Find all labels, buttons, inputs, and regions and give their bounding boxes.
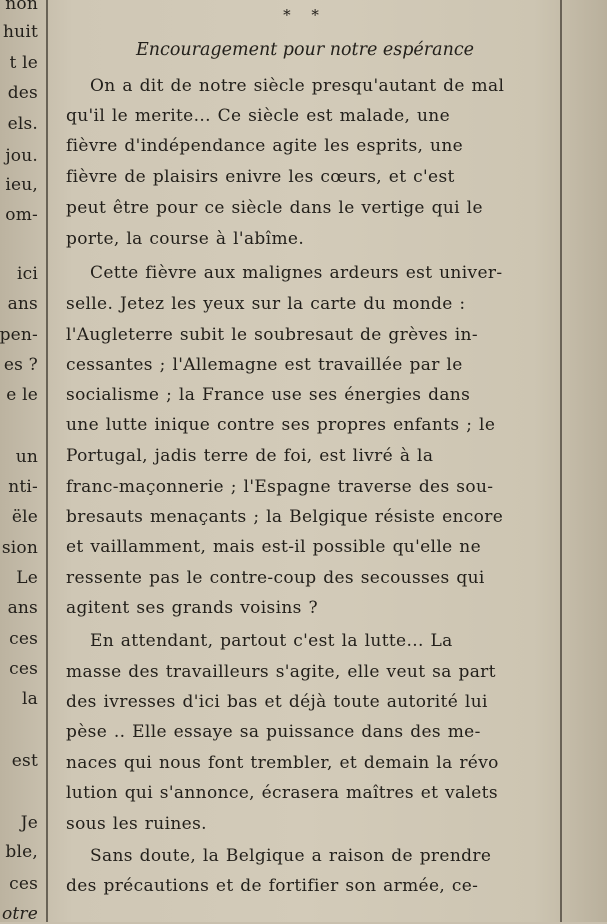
left-fragment: huit xyxy=(3,22,38,42)
text-line: Sans doute, la Belgique a raison de prendre xyxy=(90,846,492,866)
left-fragment: non xyxy=(5,0,38,14)
text-line: qu'il le merite... Ce siècle est malade, une xyxy=(66,106,451,126)
text-line: masse des travailleurs s'agite, elle veut sa part xyxy=(66,662,496,682)
left-fragment: Je xyxy=(20,813,38,833)
left-fragment: ces xyxy=(9,629,38,649)
text-line: lution qui s'annonce, écrasera maîtres et valets xyxy=(66,783,498,803)
left-fragment: t le xyxy=(9,53,38,73)
left-fragment: otre xyxy=(1,904,38,924)
column-rule-right xyxy=(560,0,562,922)
left-fragment: ble, xyxy=(5,842,38,862)
text-line: fièvre d'indépendance agite les esprits, une xyxy=(66,136,464,156)
column-rule-left xyxy=(46,0,48,922)
text-line: selle. Jetez les yeux sur la carte du monde : xyxy=(66,294,466,314)
text-line: cessantes ; l'Allemagne est travaillée par le xyxy=(66,355,463,375)
text-line: l'Augleterre subit le soubresaut de grèves in- xyxy=(66,325,478,345)
left-fragment: Le xyxy=(16,568,38,588)
text-line: Cette fièvre aux malignes ardeurs est univer- xyxy=(90,263,503,283)
section-ornament: * * xyxy=(283,6,327,24)
article-headline: Encouragement pour notre espérance xyxy=(135,40,474,60)
left-fragment: la xyxy=(22,689,38,709)
left-fragment: es ? xyxy=(3,355,38,375)
left-fragment: ici xyxy=(17,264,38,284)
text-line: des ivresses d'ici bas et déjà toute autorité lui xyxy=(66,692,488,712)
left-fragment: des xyxy=(7,83,38,103)
text-line: On a dit de notre siècle presqu'autant de mal xyxy=(90,76,505,96)
left-fragment: sion xyxy=(1,538,38,558)
text-line: une lutte inique contre ses propres enfants ; le xyxy=(66,415,496,435)
text-line: ressente pas le contre-coup des secousses qui xyxy=(66,568,485,588)
left-fragment: ële xyxy=(11,507,38,527)
left-fragment: nti- xyxy=(8,477,38,497)
left-fragment: jou. xyxy=(5,146,38,166)
text-line: En attendant, partout c'est la lutte... La xyxy=(90,631,453,651)
left-fragment: un xyxy=(15,447,38,467)
text-line: porte, la course à l'abîme. xyxy=(66,229,305,249)
left-fragment: ces xyxy=(9,874,38,894)
left-fragment: ans xyxy=(7,294,38,314)
text-line: et vaillamment, mais est-il possible qu'elle ne xyxy=(66,537,481,557)
text-line: des précautions et de fortifier son armée, ce- xyxy=(66,876,479,896)
text-line: peut être pour ce siècle dans le vertige qui le xyxy=(66,198,483,218)
text-line: agitent ses grands voisins ? xyxy=(66,598,318,618)
text-line: fièvre de plaisirs enivre les cœurs, et c'est xyxy=(66,167,455,187)
left-fragment: e le xyxy=(6,385,38,405)
left-fragment: ans xyxy=(7,598,38,618)
text-line: franc-maçonnerie ; l'Espagne traverse des sou- xyxy=(66,477,494,497)
left-fragment: pen- xyxy=(0,325,38,345)
text-line: Portugal, jadis terre de foi, est livré à la xyxy=(66,446,434,466)
text-line: naces qui nous font trembler, et demain la révo xyxy=(66,753,499,773)
left-fragment: els. xyxy=(7,114,38,134)
text-line: bresauts menaçants ; la Belgique résiste encore xyxy=(66,507,504,527)
left-fragment: ieu, xyxy=(5,175,38,195)
left-fragment: est xyxy=(11,751,38,771)
left-fragment: om- xyxy=(5,205,38,225)
left-fragment: ces xyxy=(9,659,38,679)
text-line: socialisme ; la France use ses énergies dans xyxy=(66,385,471,405)
text-line: pèse .. Elle essaye sa puissance dans des me- xyxy=(66,722,481,742)
text-line: sous les ruines. xyxy=(66,814,207,834)
